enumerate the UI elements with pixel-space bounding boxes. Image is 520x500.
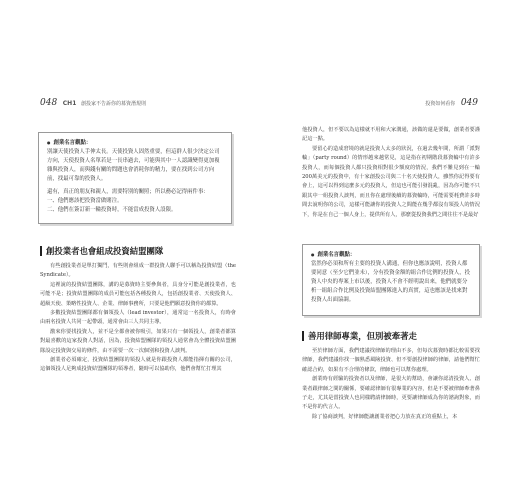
callout-title-right: ● 創業名言觀點： bbox=[311, 250, 471, 260]
section-heading-left: 創投業者也會組成投資結盟團隊 bbox=[40, 246, 163, 256]
page-number-right: 049 bbox=[460, 98, 478, 108]
body-paragraph: 創業者必須確定，投資結盟團隊的領投人就是你跟投資人都能指揮有關的公司，這個領投人足夠成投資結盟團隊的領導者，隨時可以協助你，他們會幫忙打理其 bbox=[40, 357, 236, 373]
running-head-left bbox=[40, 98, 146, 108]
body-paragraph: 有些創投業者是單打獨鬥，有些則會組成一群投資人聯手可以稱為投資結盟（the Syndicate）。 bbox=[40, 263, 236, 279]
body-text-left bbox=[40, 262, 236, 375]
callout-paragraph: 還有，真正的朋友和親人，需要特別的關照；所以務必記得兩件事： bbox=[47, 189, 209, 195]
callout-title-left: ● 創業名言觀點： bbox=[47, 138, 223, 148]
running-head-left-title: 創投家不告訴你的募資潛規則 bbox=[80, 101, 146, 107]
callout-box-left bbox=[38, 132, 232, 224]
chapter-mark: CH1 bbox=[62, 100, 77, 107]
page-number-left: 048 bbox=[40, 98, 58, 108]
body-paragraph: 至於律師方面，我們建議找律師的理由不多，但每次募資時都比較需要找律師，我們建議你找一個熟悉風險投資、但不要創投律師的律師，請他們幫忙確認合約，如果有不合理的條款，律師也可以幫你處理。 bbox=[302, 348, 480, 373]
callout-box-right bbox=[302, 244, 480, 316]
body-paragraph: 他投資人，但不要以為這樣就不用和大家溝通，該做的還是要做，創業者要謹記這一點。 bbox=[302, 127, 480, 143]
body-paragraph: 這裡說的投資結盟團隊，講的是募資時主要參與者，具身分可能是創投業者，也可能不是；投資結盟團隊的成員可能包括各種投資人，包括創投業者、天使投資人、超級天使、策略性投資人、企業、律師事務所，只要是他們願意投資你的都算。 bbox=[40, 281, 236, 307]
body-paragraph: 除了協商談判，好律師能讓創業者把心力放在真正的重點上，本 bbox=[312, 413, 458, 420]
body-paragraph: 激來你要找投資人，並不是全都會被你吸引，如果只有一個領投人，創業者都算對最喜歡的這家投資人對話，因為，投資結盟團隊的領投人通常會為全體投資結盟團隊設定投資與交易的條件，由不需要一次一次個別和投資人談判。 bbox=[40, 328, 236, 354]
callout-paragraph: 別讓天使投資人手伸太長。天使投資人固然重要，但這群人很少決定公司方向，天使投資人名單若是一長串過去，可能與其中一人認識變得更加複雜與投資人，而與錢有關的問題也會消耗你的精力，要在找到公司方向前，找最可靠的投資人。 bbox=[47, 149, 220, 182]
body-paragraph: 多數投資結盟團隊都有個領投人（lead investor），通常這一名投資人，有時會由兩名投資人共同一起帶頭，通常會由三人共同主導。 bbox=[40, 310, 236, 326]
running-head-right-title: 投資如何看你 bbox=[425, 101, 456, 107]
callout-list-item: 一、他們應該把投資當做賭注。 bbox=[47, 198, 123, 204]
body-paragraph: 要留心的造成窘境的就是投資人太多的狀況，在過去幾年間，所謂「派對輪」（party round）的情形越來越常見，這是指在初期階段募資輪中有許多投資人，而每個投資人都只投資相對很少額度的情況，我們不難見到在一輪200萬美元的投資中，有十家創投公司與二十名天使投資人，雖然你記得要有會上，這可以得到這麼多元的投資人，但這也可能引發混亂，因為你可能不只跟其中一組投資人談判，而且你在處理後續的募資輪時，可能需要耗費許多時間去說明你的公司，這樣可能讓你的投資人之間能在幾乎都沒有領投人的情況下，你是在自己一個人身上，提供所有人，那麼從投資我們之間往往不是最好 bbox=[302, 145, 480, 218]
callout-list-item: 二、他們在簽訂新一輪投資時，不能當成投資人設限。 bbox=[47, 207, 177, 213]
body-text-right-top bbox=[302, 126, 480, 220]
body-text-right-bottom bbox=[302, 347, 480, 422]
running-head-right bbox=[425, 98, 478, 108]
callout-paragraph: 當然你必須和所有主要的投資人溝通，但你也應該說明，投資人都要同意（至少它們並未），分有投資金額的組合作比例的投資人，投資人中央的專案上市以後，投資人不會不經明說出來，他們就要分析一組組合作比例及投資結盟團隊進入的真實，這也應該是找來對投資人出面協調。 bbox=[311, 261, 471, 303]
section-heading-right: 善用律師專業，但別被牽著走 bbox=[302, 331, 417, 341]
body-paragraph: 創業時有經驗的投資者以及律師，是很大的幫助，會讓你認清投資人、創業者跟律師之間的關係，要確認律師有很專業的內容，但是不要被律師牽著鼻子走，尤其是當投資人也同樣聘請律師時，更要讓律師成為你的諮詢對象，而不是你的代言人。 bbox=[302, 376, 480, 411]
